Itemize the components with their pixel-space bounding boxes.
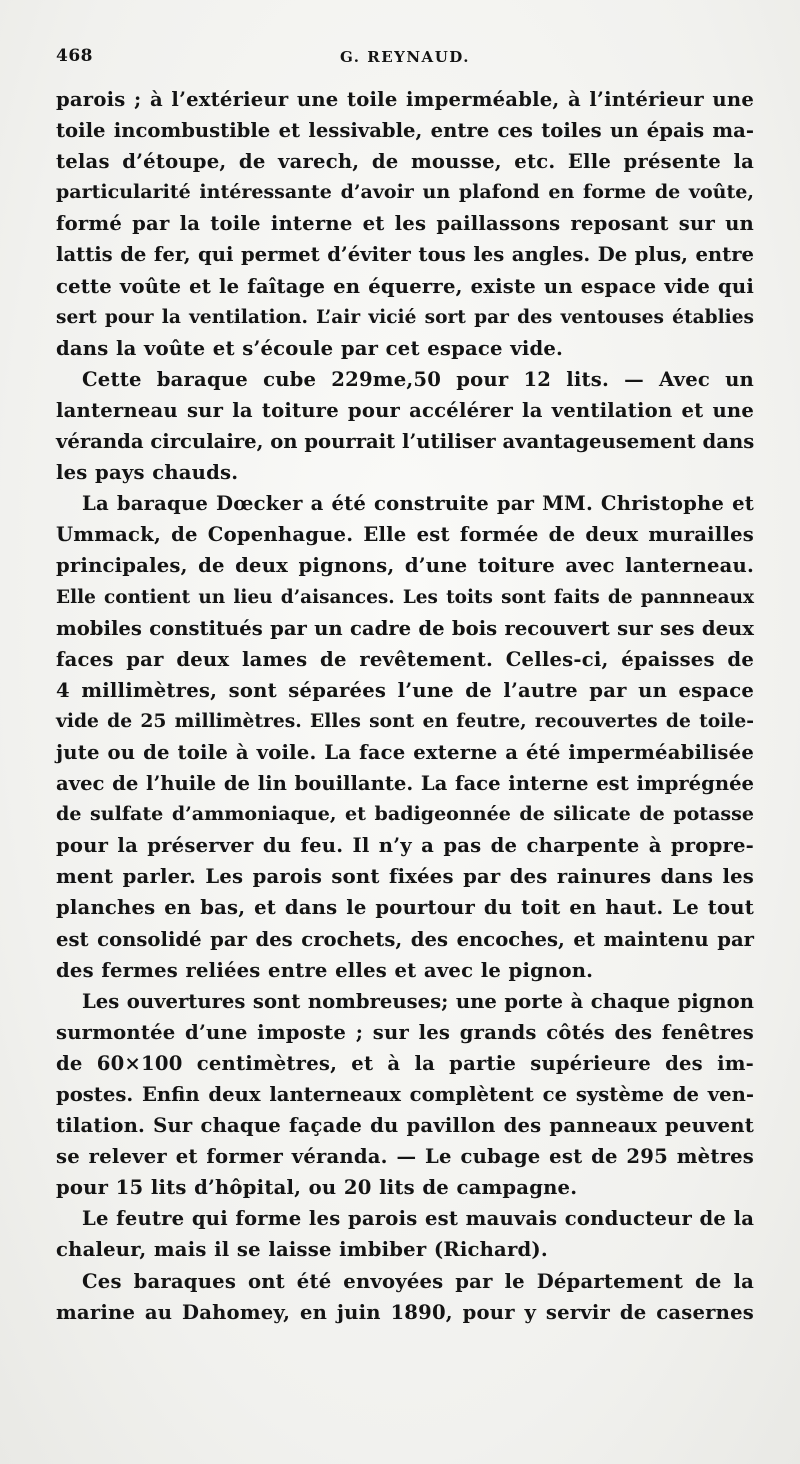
paragraph <box>56 488 754 986</box>
paragraph <box>56 84 754 364</box>
text-line: se relever et former véranda. — Le cubage est de 295 mètres <box>56 1145 754 1169</box>
text-line: de sulfate d’ammoniaque, et badigeonnée de silicate de potasse <box>56 803 754 826</box>
text-line: jute ou de toile à voile. La face externe a été imperméabilisée <box>56 740 754 764</box>
text-line: pour la préserver du feu. Il n’y a pas de charpente à propre- <box>56 834 754 858</box>
text-line: marine au Dahomey, en juin 1890, pour y servir de casernes <box>56 1300 754 1324</box>
text-line: lattis de fer, qui permet d’éviter tous les angles. De plus, entre <box>56 243 754 267</box>
text-line: véranda circulaire, on pourrait l’utiliser avantageusement dans <box>56 430 755 454</box>
text-line: dans la voûte et s’écoule par cet espace vide. <box>56 336 564 360</box>
text-line: postes. Enfin deux lanterneaux complètent ce système de ven- <box>56 1083 754 1106</box>
text-line: avec de l’huile de lin bouillante. La face interne est imprégnée <box>56 772 754 796</box>
text-line: Cette baraque cube 229me,50 pour 12 lits. — Avec un <box>82 367 754 391</box>
text-line: principales, de deux pignons, d’une toiture avec lanterneau. <box>56 554 754 578</box>
text-line: 4 millimètres, sont séparées l’une de l’autre par un espace <box>56 678 754 702</box>
body-text <box>56 84 754 1328</box>
text-line: pour 15 lits d’hôpital, ou 20 lits de campagne. <box>56 1176 578 1200</box>
text-line: lanterneau sur la toiture pour accélérer la ventilation et une <box>56 398 754 422</box>
text-line: La baraque Dœcker a été construite par MM. Christophe et <box>82 492 754 516</box>
text-line: mobiles constitués par un cadre de bois recouvert sur ses deux <box>56 616 754 640</box>
text-line: parois ; à l’extérieur une toile imperméable, à l’intérieur une <box>56 88 754 111</box>
paragraph <box>56 986 754 1204</box>
text-line: formé par la toile interne et les paillassons reposant sur un <box>56 212 754 236</box>
text-line: Le feutre qui forme les parois est mauvais conducteur de la <box>82 1207 755 1231</box>
text-line: Elle contient un lieu d’aisances. Les toits sont faits de pannneaux <box>56 586 754 608</box>
running-head <box>56 46 754 72</box>
text-line: surmontée d’une imposte ; sur les grands côtés des fenêtres <box>56 1020 754 1044</box>
paragraph <box>56 364 754 488</box>
page-number: 468 <box>56 46 93 66</box>
text-line: telas d’étoupe, de varech, de mousse, etc. Elle présente la <box>56 150 754 174</box>
text-line: sert pour la ventilation. L’air vicié sort par des ventouses établies <box>56 306 754 328</box>
text-line: tilation. Sur chaque façade du pavillon des panneaux peuvent <box>56 1114 754 1138</box>
text-line: des fermes reliées entre elles et avec le pignon. <box>56 958 594 982</box>
text-line: ment parler. Les parois sont fixées par des rainures dans les <box>56 865 754 889</box>
text-line: chaleur, mais il se laisse imbiber (Richard). <box>56 1238 548 1262</box>
text-line: Ummack, de Copenhague. Elle est formée de deux murailles <box>56 523 754 547</box>
text-line: planches en bas, et dans le pourtour du toit en haut. Le tout <box>56 896 754 920</box>
text-line: particularité intéressante d’avoir un plafond en forme de voûte, <box>56 181 754 204</box>
text-line: toile incombustible et lessivable, entre ces toiles un épais ma- <box>56 119 754 143</box>
paragraph <box>56 1266 754 1328</box>
text-line: les pays chauds. <box>56 461 239 485</box>
paragraph <box>56 1203 754 1265</box>
text-line: cette voûte et le faîtage en équerre, existe un espace vide qui <box>56 274 754 298</box>
text-line: vide de 25 millimètres. Elles sont en feutre, recouvertes de toile- <box>56 709 754 732</box>
text-line: est consolidé par des crochets, des encoches, et maintenu par <box>56 927 754 951</box>
running-head-author: G. REYNAUD. <box>340 48 470 66</box>
text-line: faces par deux lames de revêtement. Celles-ci, épaisses de <box>56 647 754 671</box>
text-line: Les ouvertures sont nombreuses; une porte à chaque pignon <box>82 989 754 1013</box>
text-line: de 60×100 centimètres, et à la partie supérieure des im- <box>56 1051 754 1075</box>
text-line: Ces baraques ont été envoyées par le Département de la <box>82 1269 754 1293</box>
